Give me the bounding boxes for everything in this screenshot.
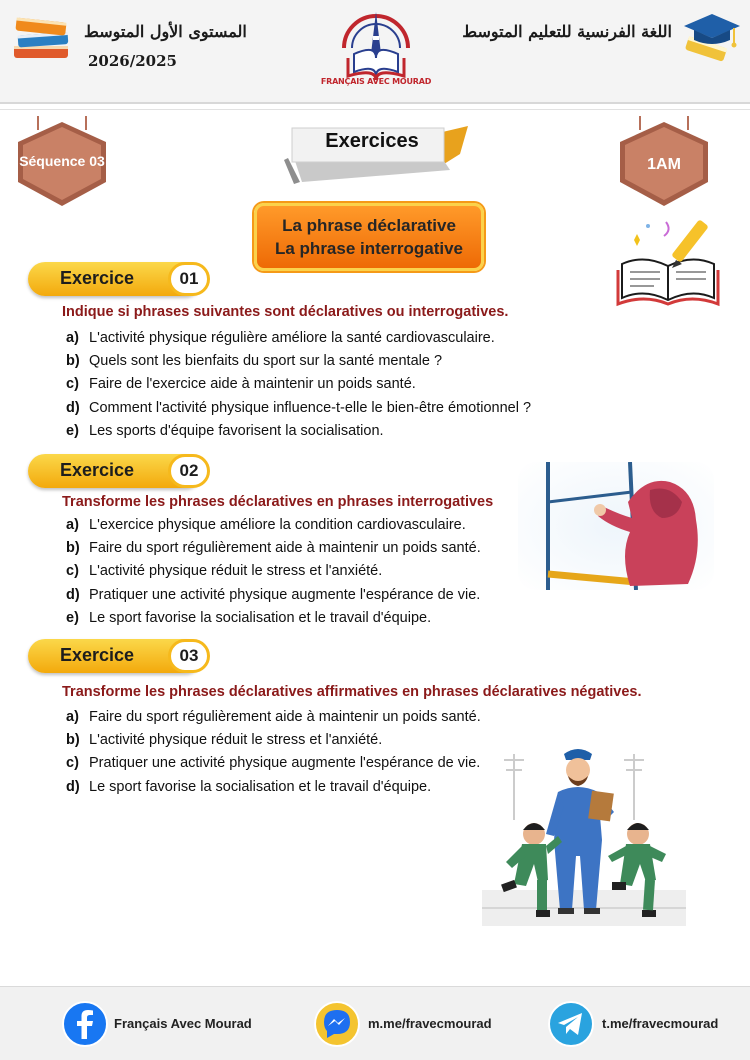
- facebook-label: Français Avec Mourad: [114, 1016, 252, 1031]
- level-sign: [618, 116, 710, 210]
- topic-box: [254, 203, 484, 271]
- list-item: c) Pratiquer une activité physique augmente l'espérance de vie.: [66, 755, 481, 772]
- messenger-label: m.me/fravecmourad: [368, 1016, 492, 1031]
- exercise-3-list: [66, 706, 481, 799]
- exercise-label: Exercice: [60, 268, 135, 288]
- facebook-icon: [62, 1001, 108, 1047]
- sequence-label: Séquence 03: [19, 153, 105, 169]
- list-item: d) Comment l'activité physique influence-t-elle le bien-être émotionnel ?: [66, 399, 532, 416]
- list-item: b) Quels sont les bienfaits du sport sur la santé mentale ?: [66, 353, 443, 370]
- exercise-number: 01: [168, 262, 210, 296]
- exercise-number: 03: [168, 639, 210, 673]
- exercise-3-header: [28, 639, 202, 673]
- list-item: b) Faire du sport régulièrement aide à maintenir un poids santé.: [66, 540, 481, 557]
- level-label: 1AM: [647, 156, 681, 173]
- logo-name: FRANÇAIS AVEC MOURAD: [320, 77, 432, 86]
- list-item: a) L'activité physique régulière améliore la santé cardiovasculaire.: [66, 330, 495, 346]
- books-icon: [10, 12, 74, 62]
- sequence-sign: [16, 116, 108, 210]
- list-item: d) Pratiquer une activité physique augmente l'espérance de vie.: [66, 586, 481, 603]
- exercise-2-list: [66, 514, 481, 630]
- coach-kids-illustration: [478, 740, 690, 930]
- exercise-1-instruction: Indique si phrases suivantes sont déclaratives ou interrogatives.: [62, 304, 509, 320]
- exercise-2-header: [28, 454, 202, 488]
- page-footer: [0, 986, 750, 1060]
- list-item: d) Le sport favorise la socialisation et le travail d'équipe.: [66, 778, 432, 795]
- subject-label-arabic: اللغة الفرنسية للتعليم المتوسط: [462, 22, 672, 41]
- list-item: a) Faire du sport régulièrement aide à maintenir un poids santé.: [66, 709, 481, 725]
- graduation-cap-icon: [678, 10, 742, 66]
- school-year: 2026/2025: [88, 52, 177, 70]
- exercise-label: Exercice: [60, 645, 135, 665]
- topic-line-2: La phrase interrogative: [274, 239, 463, 258]
- level-label-arabic: المستوى الأول المتوسط: [84, 22, 247, 41]
- topic-line-1: La phrase déclarative: [282, 216, 456, 235]
- exercise-1-header: [28, 262, 202, 296]
- list-item: a) L'exercice physique améliore la condition cardiovasculaire.: [66, 517, 466, 533]
- exercise-3-instruction: Transforme les phrases déclaratives affirmatives en phrases déclaratives négatives.: [62, 684, 642, 700]
- exercise-label: Exercice: [60, 460, 135, 480]
- list-item: e) Le sport favorise la socialisation et le travail d'équipe.: [66, 609, 432, 626]
- list-item: c) Faire de l'exercice aide à maintenir un poids santé.: [66, 376, 416, 393]
- exercise-2-instruction: Transforme les phrases déclaratives en phrases interrogatives: [62, 494, 494, 510]
- exercise-number: 02: [168, 454, 210, 488]
- page-header: [0, 0, 750, 104]
- exercise-1-list: [66, 327, 531, 443]
- list-item: c) L'activité physique réduit le stress et l'anxiété.: [66, 563, 383, 580]
- list-item: b) L'activité physique réduit le stress et l'anxiété.: [66, 732, 383, 749]
- telegram-icon: [548, 1001, 594, 1047]
- page-title: Exercices: [325, 130, 419, 152]
- messenger-icon: [314, 1001, 360, 1047]
- open-book-pen-icon: [614, 212, 722, 308]
- climbing-child-image: [518, 462, 714, 590]
- telegram-label: t.me/fravecmourad: [602, 1016, 719, 1031]
- list-item: e) Les sports d'équipe favorisent la socialisation.: [66, 422, 384, 439]
